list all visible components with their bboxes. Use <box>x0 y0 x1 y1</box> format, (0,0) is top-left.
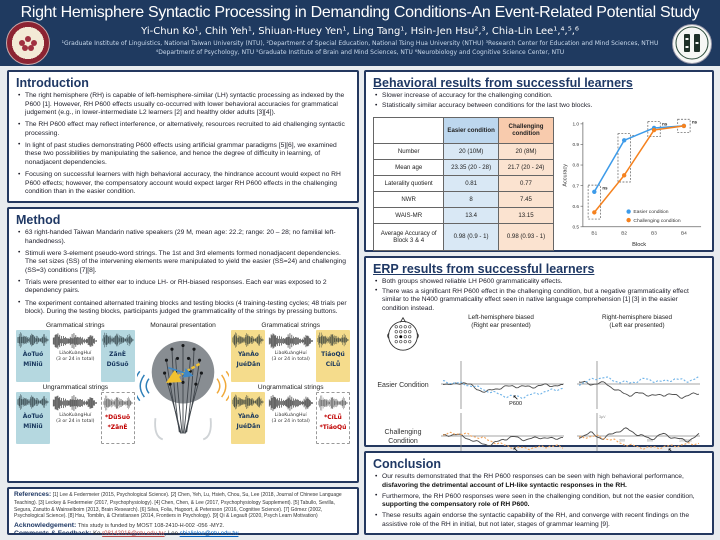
stimulus-word: YànÀo <box>237 413 259 421</box>
svg-text:300: 300 <box>619 438 625 443</box>
intervening-element <box>268 392 314 444</box>
poster-title: Right Hemisphere Syntactic Processing in Demanding Conditions-An Event-Related Potential Study <box>20 4 700 21</box>
electrode-montage-icon <box>373 314 433 359</box>
challenging-column-header: Challenging condition <box>498 117 553 143</box>
intervening-word: LiàoKuàngHuí <box>274 413 307 419</box>
accuracy-line-chart <box>560 113 705 251</box>
set-size-note: (3 or 24 in total) <box>271 419 310 425</box>
grammatical-strings-label: Grammatical strings <box>45 322 105 330</box>
eeg-head-illustration <box>137 330 229 442</box>
intro-bullet: • Focusing on successful learners with high behavioral accuracy, the hindrance account would expect no RH P600 effects; however, the compensatory account would expect larger RH P600 effects in the challenging condition than in the easier condition. <box>25 171 350 197</box>
table-header-row <box>374 117 554 143</box>
method-bullet: • Stimuli were 3-element pseudo-word strings. The 1st and 3rd elements formed nonadjacent dependencies. The set sizes (SS) of the intervening elements were manipulated to yield the easier (SS=24) and challenging (SS=3) conditions [7][8]. <box>25 250 350 276</box>
ko-email-link[interactable]: r08142016@ntu.edu.tw <box>102 531 165 538</box>
feedback-label: Comments & Feedback: <box>14 530 92 538</box>
acknowledgement-text: This study is funded by MOST 108-2410-H-002 -056 -MY2. <box>77 522 225 529</box>
stimulus-word: CíLǚ <box>325 360 341 368</box>
stimulus-word: TiáoQú <box>321 351 345 359</box>
table-row: Average Accuracy of Block 3 & 4 0.98 (0.9 - 1) 0.98 (0.93 - 1) <box>374 224 554 250</box>
svg-text:B3: B3 <box>651 231 658 237</box>
references-text: [1] Lee & Federmeier (2015, Psychological Science). [2] Chen, Yeh, Lu, Hsieh, Chou, Su, Lee (2018, Journal of Chinese Language Teaching). [3] Leckey & Federmeier (2017, Psychophysiology). [4] Chen, Chen, & Lee (2017, Psychophysiology Supplement). [5] Tabullo, Sevilla, Segura, Zanutto & Wainselboim (2013, Brain Research). [6] Silva, Folia, Hagoort, & Petersson (2016, Cognitive Science). [7] Gómez (2002, Psychological Science). [8] Hsu, Tomblin, & Christiansen (2014, Frontiers in Psychology). [9] Qi & Legault (2020, Psych Learn Motivation) <box>14 492 342 520</box>
table-row: Number 20 (10M) 20 (8M) <box>374 144 554 160</box>
erp-bullet: • Both groups showed reliable LH P600 grammaticality effects. <box>382 278 705 287</box>
svg-text:B4: B4 <box>681 231 687 237</box>
svg-text:1000ms: 1000ms <box>679 438 692 443</box>
intervening-element <box>52 392 98 444</box>
ungrammatical-row <box>16 392 135 444</box>
references-label: References: <box>14 491 52 498</box>
feedback-separator: ; <box>164 531 168 538</box>
table-row: Laterality quotient 0.81 0.77 <box>374 176 554 192</box>
affiliation-line-1: ¹Graduate Institute of Linguistics, National Taiwan University (NTU), ²Department of Special Education, National Tsing Hua University (NTHU) ³Research Center for Education and Mind Sciences, NTHU <box>61 39 659 47</box>
erp-title: ERP results from successful learners <box>373 262 595 276</box>
svg-text:1.0: 1.0 <box>572 122 580 128</box>
grammatical-row <box>16 330 135 382</box>
stimuli-figure <box>16 320 350 447</box>
audio-waveform <box>268 393 314 413</box>
stimulus-box <box>16 330 50 382</box>
audio-waveform <box>52 393 98 413</box>
ungrammatical-row <box>231 392 350 444</box>
svg-text:Block: Block <box>632 241 647 248</box>
svg-text:0.6: 0.6 <box>572 204 580 210</box>
ntu-seal-logo <box>6 21 50 65</box>
erp-results-section <box>364 256 714 447</box>
references-section <box>7 487 359 538</box>
lh-stimuli-column <box>16 320 135 447</box>
intervening-word: LiàoKuàngHuí <box>274 351 307 357</box>
method-bullet: • 63 right-handed Taiwan Mandarin native speakers (29 M, mean age: 22.2; range: 20 – 28; no familial left-handedness). <box>25 229 350 246</box>
stimulus-word: ÀoTuó <box>22 413 44 421</box>
right-sound-waves <box>217 371 229 400</box>
conclusion-bullet: • These results again endorse the syntactic capability of the RH, and converge with recent findings on the assistive role of the RH in initial, but not later, stages of grammar learning [9]. <box>382 512 705 529</box>
table-row: WAIS-MR 13.4 13.15 <box>374 208 554 224</box>
intro-bullet: • In light of past studies demonstrating P600 effects using artificial grammar paradigms [5][6], we examined these two possibilities by manipulating the salience, and hence the degree of difficulty in learning, of nonadjacent dependencies. <box>25 142 350 168</box>
svg-text:Accuracy: Accuracy <box>562 163 569 187</box>
audio-waveform <box>232 393 264 411</box>
introduction-title: Introduction <box>16 76 89 90</box>
participants-table <box>373 117 554 251</box>
svg-text:3μV: 3μV <box>599 415 606 420</box>
stimulus-word: MǐNiǔ <box>23 360 43 368</box>
svg-text:ns: ns <box>602 185 608 191</box>
nthu-logo-emblem <box>674 25 710 61</box>
intro-bullet: • The RH P600 effect may reflect interference, or alternatively, resources recruited to aid challenging syntactic processing. <box>25 121 350 138</box>
table-row: NWR 8 7.45 <box>374 192 554 208</box>
svg-text:ns: ns <box>662 121 668 127</box>
svg-text:B2: B2 <box>621 231 628 237</box>
table-row: Mean age 23.35 (20 - 28) 21.7 (20 - 24) <box>374 160 554 176</box>
intervening-element <box>268 330 314 382</box>
violation-word: *CíLǚ <box>324 414 342 422</box>
feedback-ko-prefix: Ko <box>93 531 103 538</box>
violation-word: *ZǎnÈ <box>107 423 128 431</box>
audio-waveform <box>102 331 134 349</box>
method-bullet: • Trials were presented to either ear to induce LH- or RH-biased responses. Each ear was exposed to 2 dependency pairs. <box>25 279 350 296</box>
nthu-logo <box>672 24 712 64</box>
conclusion-bullet: • Furthermore, the RH P600 responses were seen in the challenging condition, but not the easier condition, supporting the compensatory role of RH P600. <box>382 493 705 510</box>
method-bullets <box>16 229 350 317</box>
easier-condition-label: Easier Condition <box>377 381 429 389</box>
method-bullet: • The experiment contained alternated training blocks and testing blocks (4 training-testing cycles; 48 trials per block). During the testing blocks, participants judged the grammaticality of the strings by pressing buttons. <box>25 300 350 317</box>
stimulus-word: YànÀo <box>237 351 259 359</box>
ntu-seal-emblem <box>8 22 48 62</box>
audio-waveform <box>268 331 314 351</box>
stimulus-box <box>101 330 135 382</box>
stimulus-word: DǔSuǒ <box>106 360 129 368</box>
svg-text:*: * <box>632 133 635 139</box>
erp-plot-easier-rh <box>569 359 705 411</box>
stimulus-word: ÀoTuó <box>22 351 44 359</box>
conclusion-bullet: • Our results demonstrated that the RH P600 responses can be seen with high behavioral performance, disfavoring the detrimental account of LH-like syntactic responses in the RH. <box>382 473 705 490</box>
behavioral-bullets <box>373 92 705 111</box>
behavioral-bullet: • Slower increase of accuracy for the challenging condition. <box>382 92 705 101</box>
erp-figure <box>373 314 705 472</box>
violation-word: *TiáoQú <box>319 423 347 431</box>
violation-box <box>316 392 350 444</box>
affiliation-line-2: ⁴Department of Psychology, NTU ⁵Graduate Institute of Brain and Mind Sciences, NTU ⁶Neurobiology and Cognitive Science Center, NTU <box>155 49 565 56</box>
stimulus-box <box>316 330 350 382</box>
grammatical-strings-label: Grammatical strings <box>261 322 321 330</box>
stimulus-box <box>16 392 50 444</box>
svg-text:ns: ns <box>692 119 698 125</box>
method-section <box>7 207 359 483</box>
monaural-label: Monaural presentation <box>150 322 216 330</box>
svg-text:0.9: 0.9 <box>572 142 580 148</box>
audio-waveform <box>17 331 49 349</box>
audio-waveform <box>17 393 49 411</box>
svg-text:0.5: 0.5 <box>572 225 580 231</box>
stimulus-box <box>231 330 265 382</box>
set-size-note: (3 or 24 in total) <box>56 357 95 363</box>
stimulus-box <box>231 392 265 444</box>
svg-text:Challenging condition: Challenging condition <box>633 218 681 224</box>
stimulus-word: JuéDǎn <box>236 360 261 368</box>
ungrammatical-strings-label: Ungrammatical strings <box>42 384 109 392</box>
poster-header <box>0 0 720 66</box>
erp-bullet: • There was a significant RH P600 effect in the challenging condition, but a negative grammaticality effect similar to the N400 grammaticality effect seen in native language comprehension [1] [3] in the easier condition instead. <box>382 288 705 314</box>
ungrammatical-strings-label: Ungrammatical strings <box>257 384 324 392</box>
introduction-section <box>7 70 359 203</box>
lh-biased-column-title: Left-hemisphere biased (Right ear presented) <box>468 314 534 330</box>
audio-waveform <box>232 331 264 349</box>
p600-arrow-icon: ↖ <box>512 394 519 403</box>
intervening-word: LiàoKuàngHuí <box>59 351 92 357</box>
audio-waveform <box>52 331 98 351</box>
stimulus-word: ZǎnÈ <box>109 351 126 359</box>
p600-annotation: ↖ P600 <box>509 394 523 408</box>
intervening-word: LiàoKuàngHuí <box>59 413 92 419</box>
introduction-bullets <box>16 92 350 197</box>
violation-box <box>101 392 135 444</box>
erp-plot-easier-lh <box>433 359 569 411</box>
svg-text:B1: B1 <box>591 231 598 237</box>
svg-text:0.7: 0.7 <box>572 183 580 189</box>
rh-stimuli-column <box>231 320 350 447</box>
challenging-condition-label: Challenging Condition <box>384 429 422 446</box>
easier-column-header: Easier condition <box>444 117 498 143</box>
poster-authors: Yi-Chun Ko¹, Chih Yeh¹, Shiuan-Huey Yen¹, Ling Tang¹, Hsin-Jen Hsu²,³, Chia-Lin Lee¹,⁴,⁵,⁶ <box>141 26 579 37</box>
intro-bullet: • The right hemisphere (RH) is capable of left-hemisphere-similar (LH) syntactic processing as indexed by the P600 [1]. However, RH P600 effects usually co-occurred with lower behavioral accuracies for grammatical judgement (e.g., in lower-intermediate L2 learners [2] and healthy older adults [3][4]). <box>25 92 350 118</box>
monaural-presentation <box>135 320 232 447</box>
audio-waveform <box>317 331 349 349</box>
set-size-note: (3 or 24 in total) <box>271 357 310 363</box>
stimulus-word: JuéDǎn <box>236 422 261 430</box>
acknowledgement-label: Acknowledgement: <box>14 521 77 529</box>
audio-waveform <box>103 394 133 412</box>
violation-word: *DǔSuǒ <box>105 414 131 422</box>
behavioral-title: Behavioral results from successful learners <box>373 76 633 90</box>
grammatical-row <box>231 330 350 382</box>
set-size-note: (3 or 24 in total) <box>56 419 95 425</box>
svg-text:600: 600 <box>647 438 653 443</box>
conclusion-title: Conclusion <box>373 457 442 471</box>
stimulus-word: MǐNiǔ <box>23 422 43 430</box>
rh-biased-column-title: Right-hemisphere biased (Left ear presented) <box>601 314 672 330</box>
erp-bullets <box>373 278 705 313</box>
intervening-element <box>52 330 98 382</box>
behavioral-results-section <box>364 70 714 252</box>
feedback-lee-prefix: Lee <box>167 531 180 538</box>
svg-text:0.8: 0.8 <box>572 163 580 169</box>
left-sound-waves <box>137 371 149 400</box>
conclusion-bullets <box>373 473 705 529</box>
audio-waveform <box>318 394 348 412</box>
behavioral-bullet: • Statistically similar accuracy between conditions for the last two blocks. <box>382 102 705 111</box>
conclusion-section <box>364 451 714 535</box>
lee-email-link[interactable]: chialinlee@ntu.edu.tw <box>179 531 239 538</box>
method-title: Method <box>16 213 61 227</box>
svg-text:Easier condition: Easier condition <box>633 209 669 215</box>
